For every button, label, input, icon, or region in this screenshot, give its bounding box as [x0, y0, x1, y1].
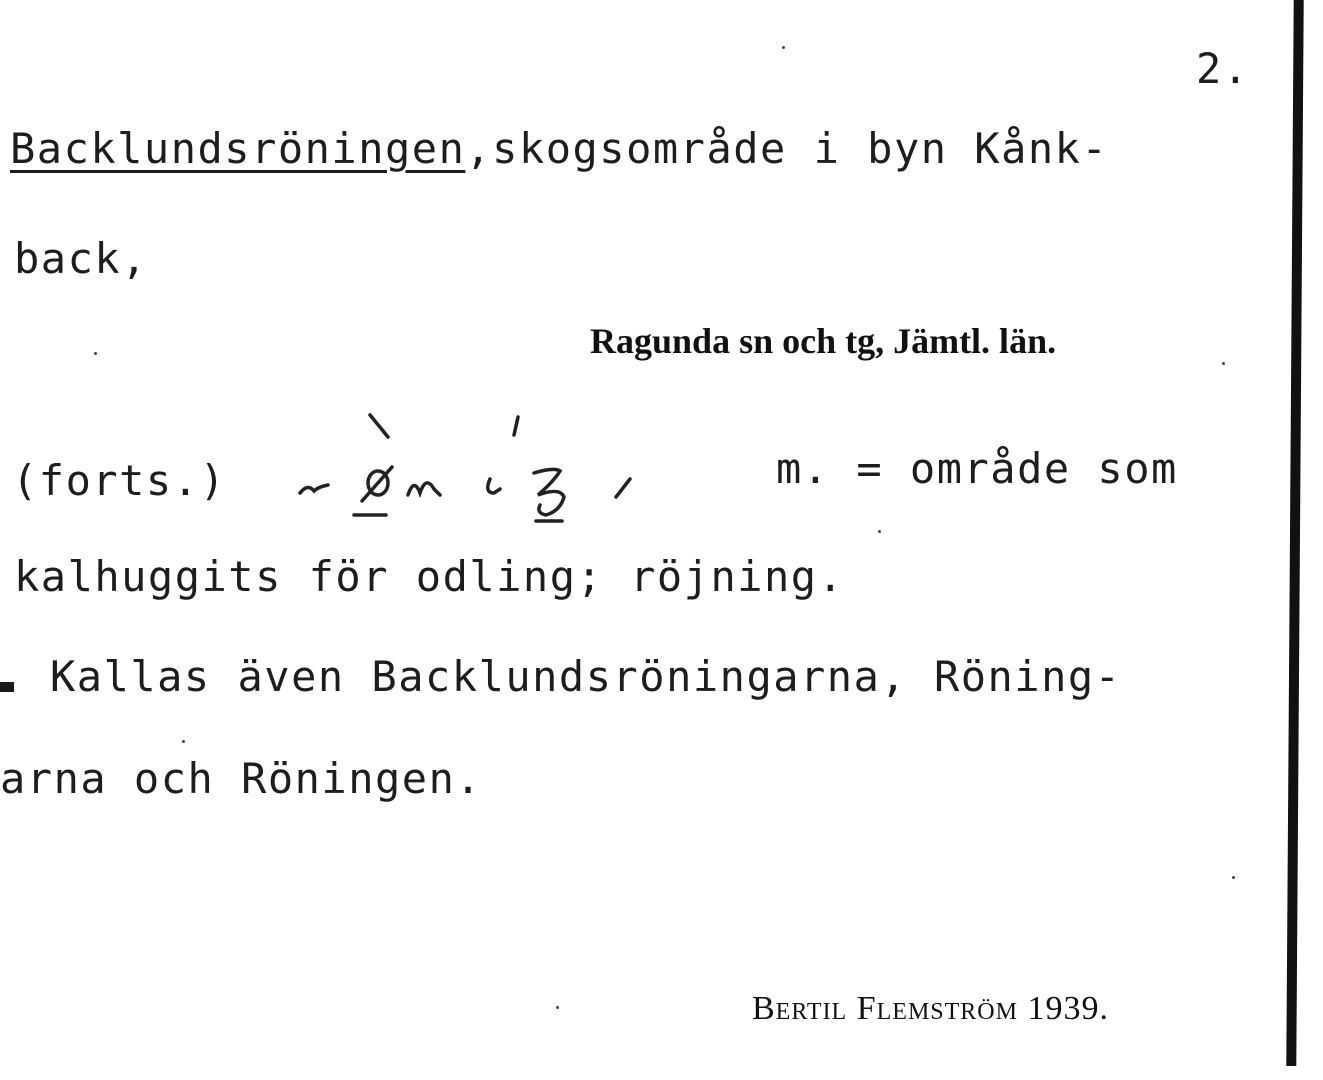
forts-label: (forts.)	[12, 456, 227, 505]
entry-line-2: back,	[14, 234, 148, 283]
scan-speck	[878, 530, 881, 533]
scan-speck	[1222, 362, 1225, 365]
entry-line-1-rest: ,skogsområde i byn Kånk-	[465, 124, 1109, 173]
author-signature: Bertil Flemström 1939.	[752, 990, 1109, 1027]
line-start-dash	[0, 682, 14, 692]
scan-speck	[1232, 876, 1235, 879]
definition-line-2: kalhuggits för odling; röjning.	[14, 552, 845, 601]
handwritten-pronunciation	[290, 405, 660, 535]
headword: Backlundsröningen	[10, 124, 466, 173]
entry-line-1	[10, 124, 1108, 173]
also-called-line-2: arna och Röningen.	[0, 754, 483, 803]
scan-speck	[556, 1006, 559, 1009]
scan-speck	[782, 46, 785, 49]
scan-speck	[94, 352, 97, 355]
page-number: 2.	[1196, 44, 1250, 93]
definition-start: m. = område som	[776, 444, 1178, 493]
also-called-line-1: Kallas även Backlundsröningarna, Röning-	[50, 652, 1122, 701]
scan-speck	[182, 740, 185, 743]
parish-location: Ragunda sn och tg, Jämtl. län.	[590, 321, 1057, 361]
card-edge-border	[1286, 0, 1303, 1066]
